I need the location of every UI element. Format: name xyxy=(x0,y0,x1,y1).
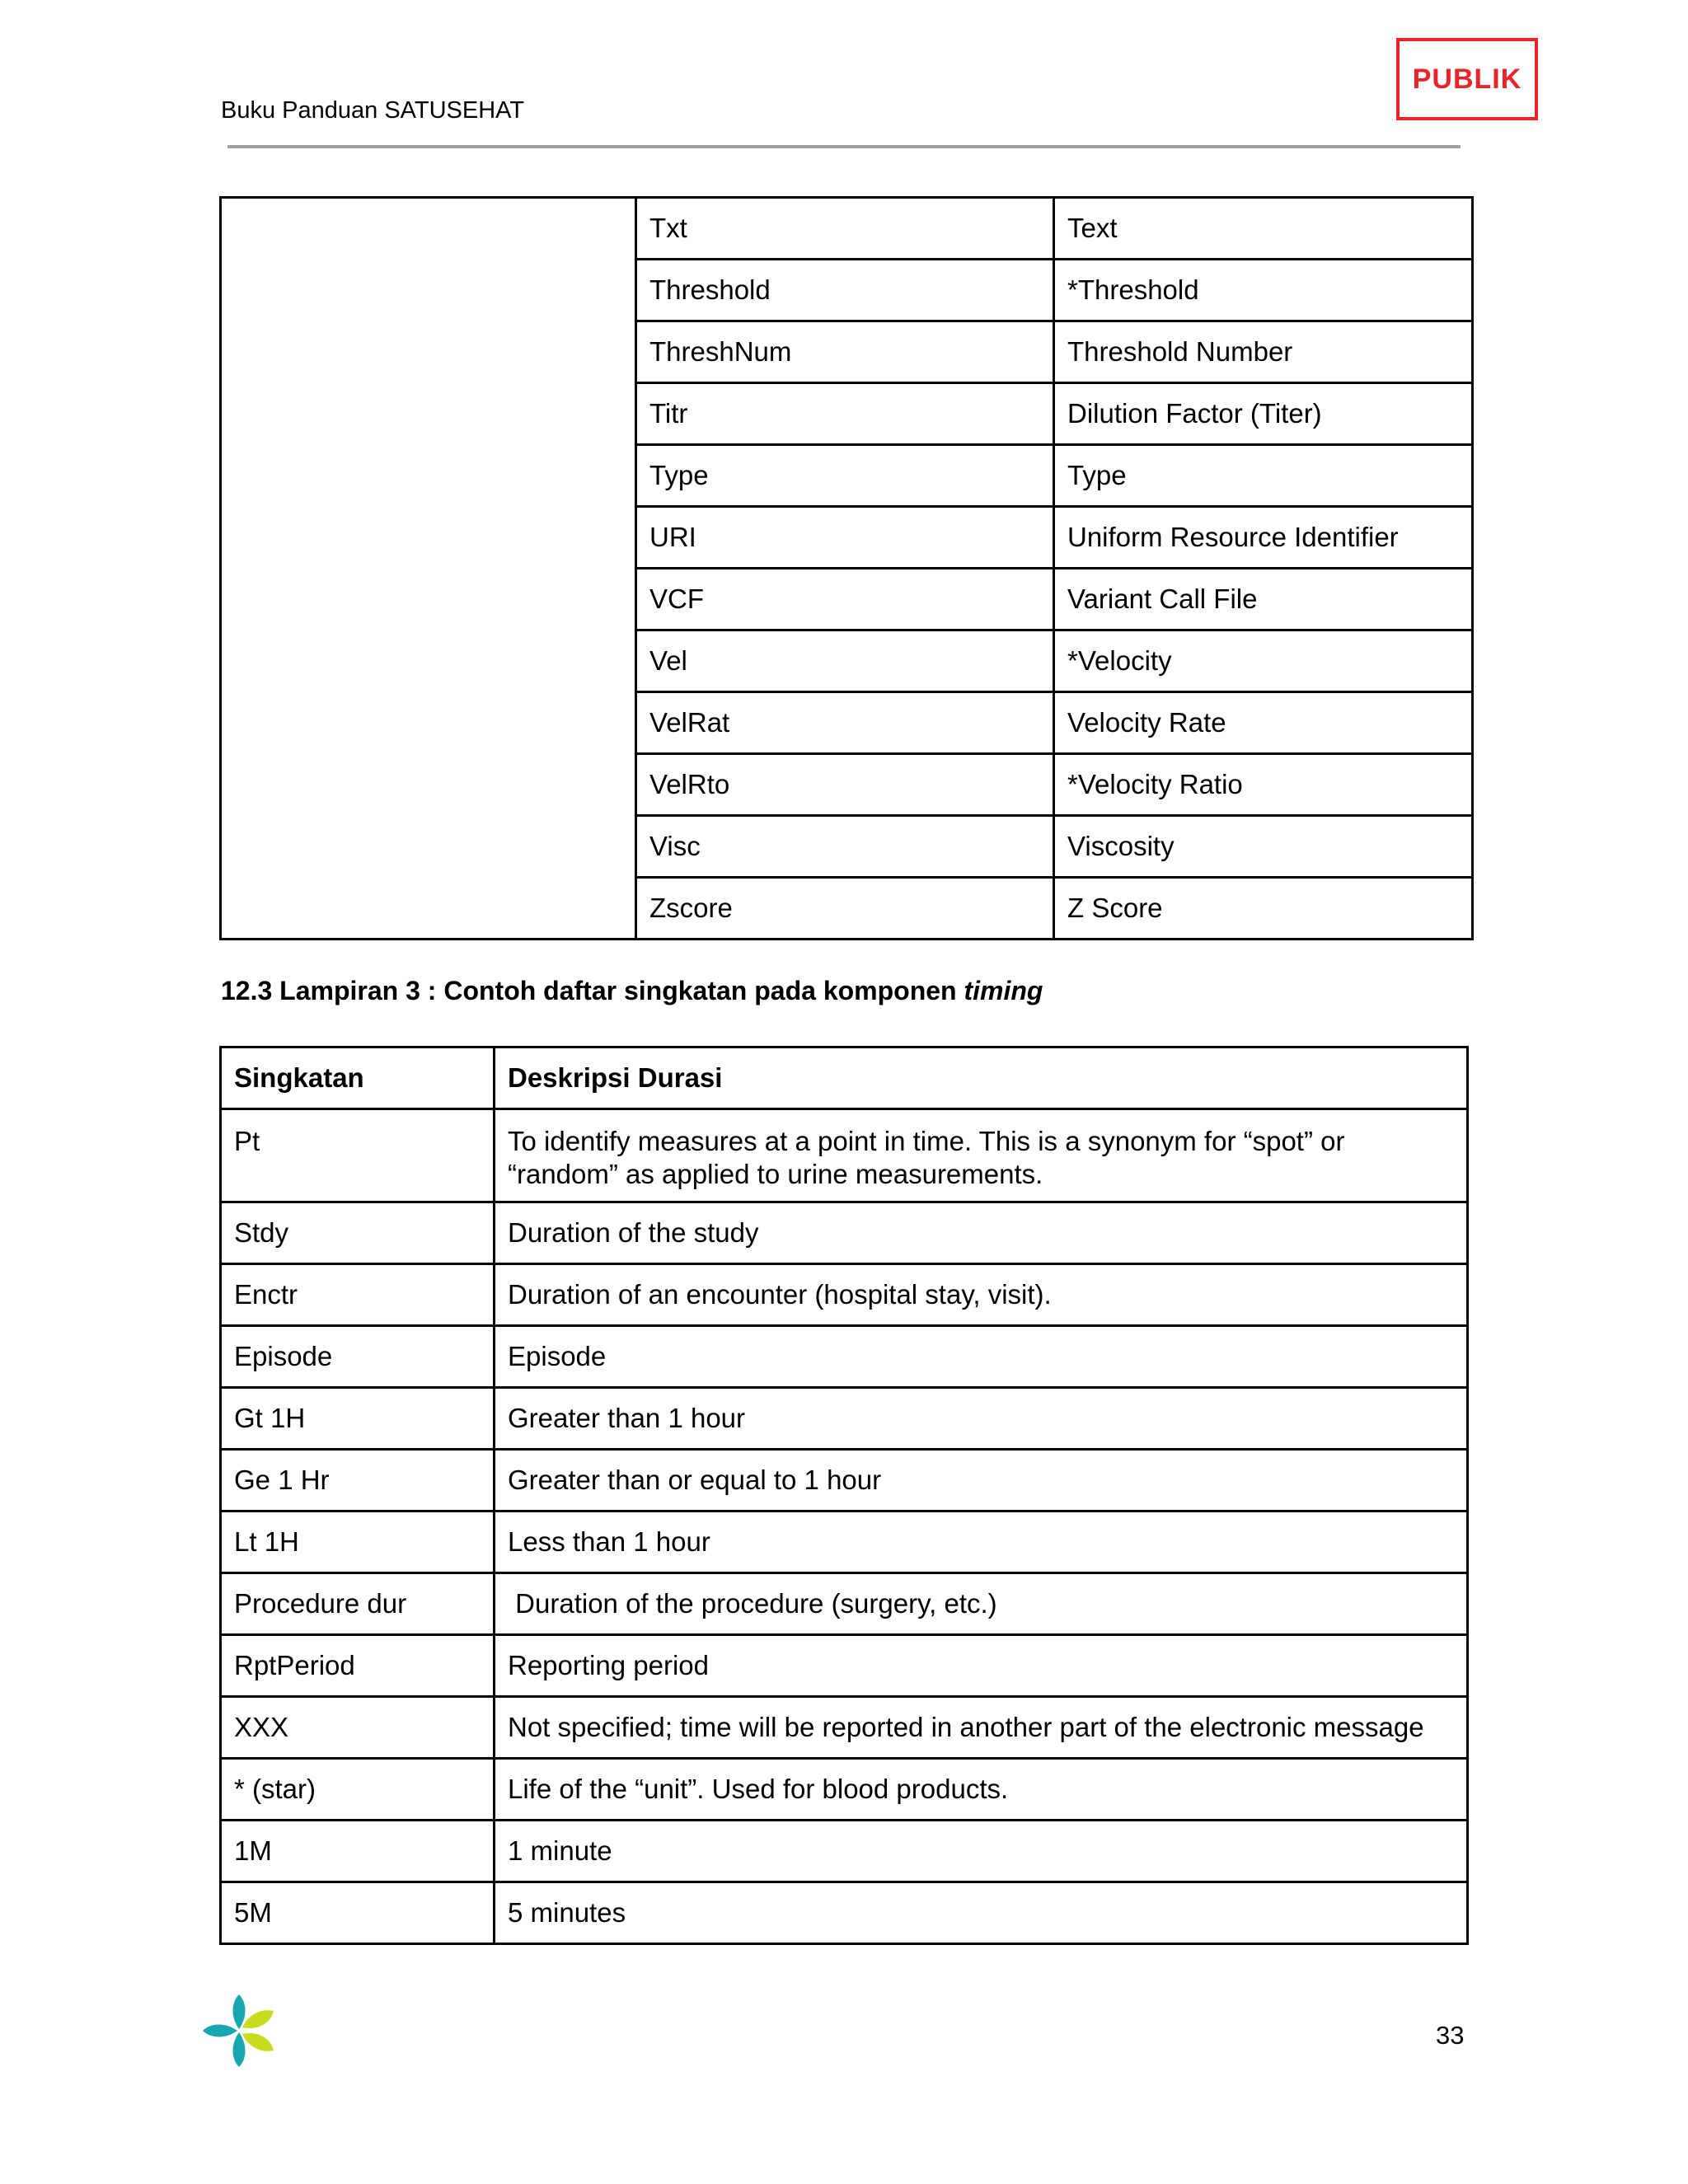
abbreviation-cell: Titr xyxy=(636,383,1054,445)
abbreviation-cell: Enctr xyxy=(221,1264,495,1326)
abbreviation-cell: Threshold xyxy=(636,260,1054,321)
abbreviation-cell: ThreshNum xyxy=(636,321,1054,383)
table-row xyxy=(221,198,1473,260)
description-cell: Not specified; time will be reported in another part of the electronic message xyxy=(495,1697,1468,1759)
abbreviation-cell: Visc xyxy=(636,816,1054,878)
description-cell: Less than 1 hour xyxy=(495,1511,1468,1573)
page-number: 33 xyxy=(1436,2021,1465,2050)
abbreviation-table-continued xyxy=(219,196,1474,940)
table-row xyxy=(221,1697,1468,1759)
meaning-cell: Dilution Factor (Titer) xyxy=(1054,383,1473,445)
abbreviation-cell: Zscore xyxy=(636,878,1054,940)
meaning-cell: Velocity Rate xyxy=(1054,692,1473,754)
table-row xyxy=(221,1388,1468,1450)
description-cell: Episode xyxy=(495,1326,1468,1388)
abbreviation-cell: * (star) xyxy=(221,1759,495,1821)
logo-petal-top xyxy=(233,1994,246,2029)
abbreviation-cell: Vel xyxy=(636,630,1054,692)
logo-petal-right-bottom xyxy=(242,2033,274,2051)
meaning-cell: *Velocity Ratio xyxy=(1054,754,1473,816)
description-cell: Duration of an encounter (hospital stay, visit). xyxy=(495,1264,1468,1326)
column-header-deskripsi: Deskripsi Durasi xyxy=(495,1047,1468,1109)
meaning-cell: Viscosity xyxy=(1054,816,1473,878)
description-cell: Duration of the study xyxy=(495,1202,1468,1264)
meaning-cell: Type xyxy=(1054,445,1473,507)
meaning-cell: Uniform Resource Identifier xyxy=(1054,507,1473,569)
logo-petal-right-top xyxy=(242,2010,274,2028)
section-heading-text: 12.3 Lampiran 3 : Contoh daftar singkatan pada komponen xyxy=(221,976,964,1005)
table-row xyxy=(221,1573,1468,1635)
abbreviation-cell: XXX xyxy=(221,1697,495,1759)
abbreviation-cell: 5M xyxy=(221,1882,495,1944)
table-row xyxy=(221,1511,1468,1573)
table-row xyxy=(221,1450,1468,1511)
description-cell: Reporting period xyxy=(495,1635,1468,1697)
abbreviation-cell: VelRto xyxy=(636,754,1054,816)
abbreviation-cell: VelRat xyxy=(636,692,1054,754)
abbreviation-cell: Type xyxy=(636,445,1054,507)
logo-petal-bottom xyxy=(233,2032,246,2067)
abbreviation-cell: Lt 1H xyxy=(221,1511,495,1573)
table-row xyxy=(221,1759,1468,1821)
abbreviation-cell: URI xyxy=(636,507,1054,569)
description-cell: Duration of the procedure (surgery, etc.) xyxy=(495,1573,1468,1635)
abbreviation-cell: Episode xyxy=(221,1326,495,1388)
logo-petal-left xyxy=(203,2025,237,2037)
abbreviation-cell: 1M xyxy=(221,1821,495,1882)
description-cell: Life of the “unit”. Used for blood products. xyxy=(495,1759,1468,1821)
abbreviation-cell: VCF xyxy=(636,569,1054,630)
section-heading xyxy=(221,976,1043,1006)
table-header-row xyxy=(221,1047,1468,1109)
abbreviation-cell: Procedure dur xyxy=(221,1573,495,1635)
header-divider xyxy=(227,145,1461,148)
meaning-cell: *Threshold xyxy=(1054,260,1473,321)
description-cell: Greater than or equal to 1 hour xyxy=(495,1450,1468,1511)
meaning-cell: *Velocity xyxy=(1054,630,1473,692)
table-row xyxy=(221,1821,1468,1882)
abbreviation-cell: RptPeriod xyxy=(221,1635,495,1697)
table-row xyxy=(221,1882,1468,1944)
document-header-title: Buku Panduan SATUSEHAT xyxy=(221,97,525,124)
abbreviation-cell: Stdy xyxy=(221,1202,495,1264)
description-cell: To identify measures at a point in time. This is a synonym for “spot” or “random” as applied to urine measurements. xyxy=(495,1109,1468,1202)
meaning-cell: Variant Call File xyxy=(1054,569,1473,630)
table-row xyxy=(221,1109,1468,1202)
table-row xyxy=(221,1264,1468,1326)
table-row xyxy=(221,1202,1468,1264)
description-cell: 1 minute xyxy=(495,1821,1468,1882)
section-heading-italic: timing xyxy=(964,976,1043,1005)
description-cell: Greater than 1 hour xyxy=(495,1388,1468,1450)
abbreviation-cell: Gt 1H xyxy=(221,1388,495,1450)
abbreviation-cell: Pt xyxy=(221,1109,495,1202)
merged-empty-cell xyxy=(221,198,636,940)
kemenkes-logo-icon xyxy=(201,1993,277,2069)
table-row xyxy=(221,1635,1468,1697)
meaning-cell: Z Score xyxy=(1054,878,1473,940)
table-row xyxy=(221,1326,1468,1388)
abbreviation-cell: Ge 1 Hr xyxy=(221,1450,495,1511)
timing-abbreviation-table xyxy=(219,1046,1469,1945)
meaning-cell: Text xyxy=(1054,198,1473,260)
column-header-singkatan: Singkatan xyxy=(221,1047,495,1109)
description-cell: 5 minutes xyxy=(495,1882,1468,1944)
meaning-cell: Threshold Number xyxy=(1054,321,1473,383)
publik-badge: PUBLIK xyxy=(1396,38,1538,120)
abbreviation-cell: Txt xyxy=(636,198,1054,260)
